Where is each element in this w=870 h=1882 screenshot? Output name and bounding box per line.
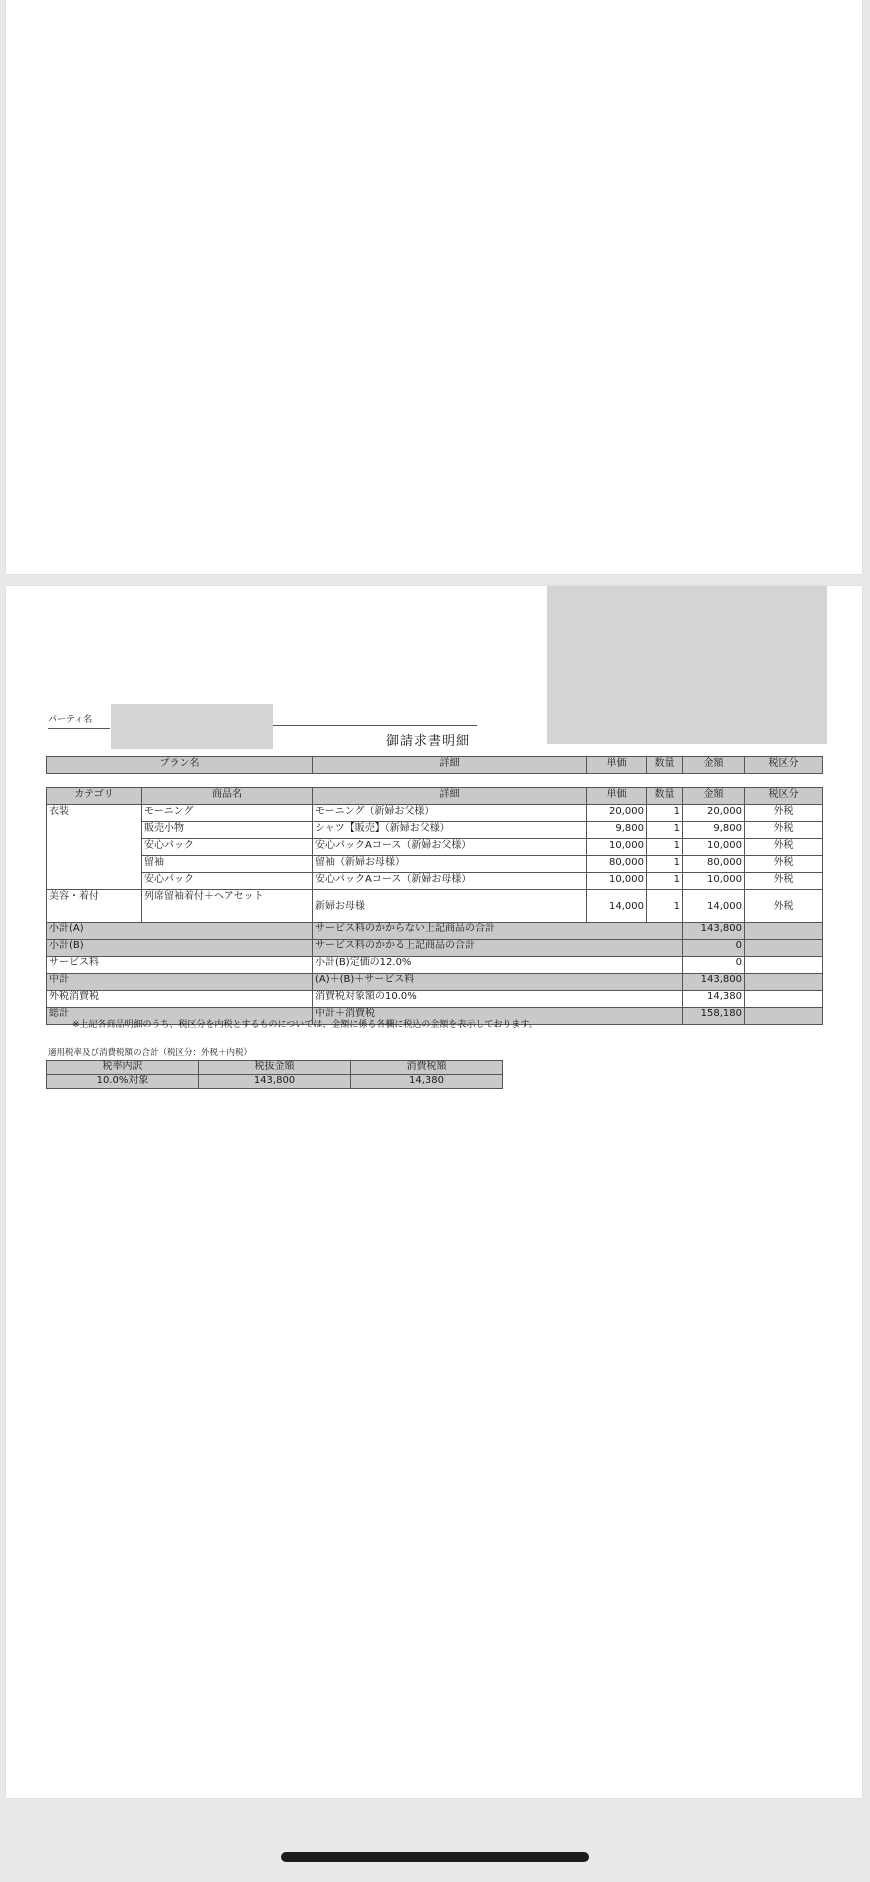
unit-price-cell: 14,000 [587,890,647,923]
tax-type-header: 税区分 [745,757,823,774]
summary-amount: 14,380 [683,991,745,1008]
tax-note: ※上記各商品明細のうち、税区分を内税とするものについては、金額に係る各欄に税込の金額を表示しております。 [72,1020,538,1030]
tax-rate-cell: 10.0%対象 [47,1075,199,1089]
blank-page [6,0,862,574]
product-cell: モーニング [142,805,313,822]
qty-cell: 1 [647,873,683,890]
detail-cell: 留袖（新婦お母様） [313,856,587,873]
summary-row [47,940,823,957]
redacted-party-name [111,704,273,749]
summary-row [47,974,823,991]
unit-price-cell: 9,800 [587,822,647,839]
summary-desc: サービス料のかかる上記商品の合計 [313,940,683,957]
tax-type-header: 税区分 [745,788,823,805]
detail-cell: 安心パックAコース（新婦お母様） [313,873,587,890]
table-row [47,822,823,839]
product-header: 商品名 [142,788,313,805]
product-cell: 列席留袖着付＋ヘアセット [142,890,313,923]
tax-type-cell: 外税 [745,805,823,822]
tax-summary-table [46,1060,503,1089]
tax-type-cell: 外税 [745,890,823,923]
amount-cell: 20,000 [683,805,745,822]
summary-label: 小計(A) [47,923,313,940]
category-cell: 美容・着付 [47,890,142,923]
tax-type-cell: 外税 [745,856,823,873]
summary-row [47,991,823,1008]
unit-price-header: 単価 [587,757,647,774]
tax-type-cell: 外税 [745,839,823,856]
items-table [46,787,823,1025]
unit-price-header: 単価 [587,788,647,805]
amount-cell: 10,000 [683,873,745,890]
document-title: 御請求書明細 [386,734,471,749]
tax-summary-header-row [47,1061,503,1075]
table-row [47,839,823,856]
qty-cell: 1 [647,822,683,839]
tax-excluded-amount-header: 税抜金額 [199,1061,351,1075]
summary-desc: 消費税対象額の10.0% [313,991,683,1008]
unit-price-cell: 80,000 [587,856,647,873]
table-row [47,805,823,822]
home-indicator[interactable] [281,1852,589,1862]
qty-cell: 1 [647,805,683,822]
detail-header: 詳細 [313,788,587,805]
plan-header-row [47,757,823,774]
summary-amount: 143,800 [683,923,745,940]
summary-amount: 158,180 [683,1008,745,1025]
table-row [47,873,823,890]
table-row [47,890,823,923]
summary-row [47,923,823,940]
product-cell: 安心パック [142,839,313,856]
amount-cell: 14,000 [683,890,745,923]
unit-price-cell: 10,000 [587,873,647,890]
amount-header: 金額 [683,788,745,805]
detail-cell: 安心パックAコース（新婦お父様） [313,839,587,856]
detail-cell: モーニング（新婦お父様） [313,805,587,822]
qty-header: 数量 [647,788,683,805]
tax-type-cell: 外税 [745,873,823,890]
unit-price-cell: 20,000 [587,805,647,822]
summary-desc: 中計＋消費税 [313,1008,683,1025]
product-cell: 留袖 [142,856,313,873]
amount-cell: 80,000 [683,856,745,873]
detail-cell: シャツ【販売】（新婦お父様） [313,822,587,839]
summary-amount: 0 [683,957,745,974]
items-header-row [47,788,823,805]
category-cell: 衣装 [47,805,142,890]
plan-table [46,756,823,774]
summary-row [47,957,823,974]
product-cell: 販売小物 [142,822,313,839]
detail-header: 詳細 [313,757,587,774]
tax-summary-caption: 適用税率及び消費税額の合計（税区分：外税＋内税） [48,1048,253,1058]
summary-desc: 小計(B)定価の12.0% [313,957,683,974]
unit-price-cell: 10,000 [587,839,647,856]
consumption-tax-cell: 14,380 [351,1075,503,1089]
tax-summary-row [47,1075,503,1089]
summary-label: 外税消費税 [47,991,313,1008]
qty-cell: 1 [647,890,683,923]
tax-excluded-amount-cell: 143,800 [199,1075,351,1089]
amount-header: 金額 [683,757,745,774]
summary-desc: (A)＋(B)＋サービス料 [313,974,683,991]
summary-label: 小計(B) [47,940,313,957]
party-name-label: パーティ名 [48,714,110,729]
invoice-page [6,586,862,1798]
qty-cell: 1 [647,856,683,873]
party-name-underline [273,725,477,726]
amount-cell: 10,000 [683,839,745,856]
tax-rate-header: 税率内訳 [47,1061,199,1075]
summary-label: 中計 [47,974,313,991]
qty-header: 数量 [647,757,683,774]
product-cell: 安心パック [142,873,313,890]
detail-cell: 新婦お母様 [313,890,587,923]
table-row [47,856,823,873]
tax-type-cell: 外税 [745,822,823,839]
redacted-area [547,586,827,744]
summary-amount: 143,800 [683,974,745,991]
plan-name-header: プラン名 [47,757,313,774]
summary-desc: サービス料のかからない上記商品の合計 [313,923,683,940]
qty-cell: 1 [647,839,683,856]
summary-label: 総計 [47,1008,313,1025]
summary-label: サービス料 [47,957,313,974]
summary-amount: 0 [683,940,745,957]
amount-cell: 9,800 [683,822,745,839]
category-header: カテゴリ [47,788,142,805]
consumption-tax-header: 消費税額 [351,1061,503,1075]
